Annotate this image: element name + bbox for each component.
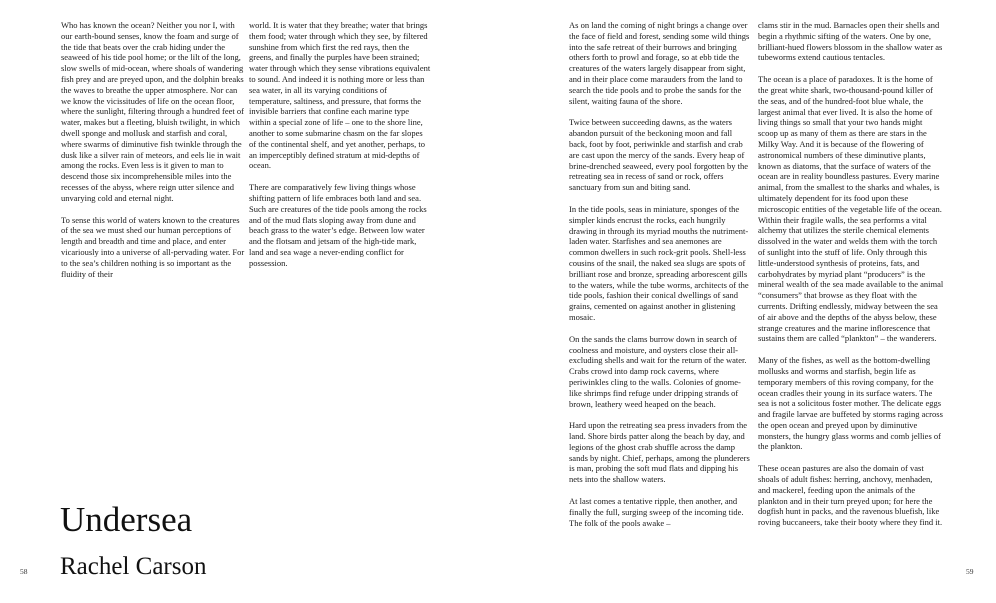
paragraph: Many of the fishes, as well as the bottom-dwelling mollusks and worms and starfish, begin life as temporary members of this roving company, for the ocean cradles their young in its surface waters. The sea is not a solicitous foster mother. The delicate eggs and fragile larvae are buffeted by storms raging across the open ocean and preyed upon by diminutive monsters, the hungry glass worms and comb jellies of the plankton. (758, 355, 943, 452)
author-name: Rachel Carson (60, 553, 207, 580)
paragraph: clams stir in the mud. Barnacles open their shells and begin a rhythmic sifting of the waters. One by one, brilliant-hued flowers blossom in the shallow water as tubeworms extend cautious tentacles. (758, 20, 943, 63)
right-column-1 (569, 20, 752, 539)
left-column-1 (61, 20, 245, 290)
paragraph: At last comes a tentative ripple, then another, and finally the full, surging sweep of the incoming tide. The folk of the pools awake – (569, 496, 744, 528)
paragraph: In the tide pools, seas in miniature, sponges of the simpler kinds encrust the rocks, each hungrily drawing in through its myriad mouths the nutriment-laden water. Starfishes and sea anemones are common dwellers in such rock-grit pools. Shell-less cousins of the snail, the naked sea slugs are spots of brilliant rose and bronze, spreading arborescent gills to the waters, while the tube worms, architects of the tide pools, fashion their conical dwellings of sand grains, cemented on against another in glistening mosaic. (569, 203, 749, 322)
paragraph: These ocean pastures are also the domain of vast shoals of adult fishes: herring, anchovy, menhaden, and mackerel, feeding upon the animals of the plankton and in their turn preyed upon; for here the dogfish hunt in packs, and the ravenous bluefish, like roving buccaneers, take their booty where they find it. (758, 463, 943, 528)
left-column-2 (249, 20, 431, 280)
article-title: Undersea (60, 500, 193, 539)
paragraph: As on land the coming of night brings a change over the face of field and forest, sending some wild things into the safe retreat of their burrows and bringing others forth to prowl and forage, so at ebb tide the creatures of the waters largely disappear from sight, and in their place come marauders from the land to search the tide pools and to probe the sands for the silent, waiting fauna of the shore. (569, 20, 750, 106)
paragraph: Twice between succeeding dawns, as the waters abandon pursuit of the beckoning moon and fall back, foot by foot, periwinkle and starfish and crab are cast upon the mercy of the sands. Every heap of brine-drenched seaweed, every pool forgotten by the retreating sea in recess of sand or rock, offers sanctuary from sun and biting sand. (569, 117, 748, 193)
page-number-right: 59 (966, 567, 974, 576)
paragraph: The ocean is a place of paradoxes. It is the home of the great white shark, two-thousand-pound killer of the seas, and of the hundred-foot blue whale, the largest animal that ever lived. It is also the home of living things so small that your two hands might scoop up as many of them as there are stars in the Milky Way. And it is because of the flowering of astronomical numbers of these diminutive plants, known as diatoms, that the surface of waters of the ocean are in reality boundless pastures. Every marine animal, from the smallest to the sharks and whales, is ultimately dependent for its food upon these microscopic entities of the vegetable life of the ocean. Within their fragile walls, the sea performs a vital alchemy that utilizes the sterile chemical elements dissolved in the water and welds them with the torch of sunlight into the stuff of life. Only through this little-understood synthesis of proteins, fats, and carbohydrates by myriad plant “producers” is the mineral wealth of the sea made available to the animal “consumers” that browse as they float with the currents. Drifting endlessly, midway between the sea of air above and the depths of the abyss below, these strange creatures and the marine inflorescence that sustains them are called “plankton” – the wanderers. (758, 74, 944, 344)
paragraph: Who has known the ocean? Neither you nor I, with our earth-bound senses, know the foam and surge of the tide that beats over the crab hiding under the seaweed of his tide pool home; or the lilt of the long, slow swells of mid-ocean, where shoals of wandering fish prey and are preyed upon, and the dolphin breaks the waves to breathe the upper atmosphere. Nor can we know the vicissitudes of life on the ocean floor, where the sunlight, filtering through a hundred feet of water, makes but a fleeting, bluish twilight, in which dwell sponge and mollusk and starfish and coral, where swarms of diminutive fish twinkle through the dusk like a silver rain of meteors, and eels lie in wait among the rocks. Even less is it given to man to descend those six incomprehensible miles into the recesses of the abyss, where reign utter silence and unvarying cold and eternal night. (61, 20, 244, 203)
paragraph: There are comparatively few living things whose shifting pattern of life embraces both land and sea. Such are creatures of the tide pools among the rocks and of the mud flats sloping away from dune and beach grass to the water’s edge. Between low water and the flotsam and jetsam of the high-tide mark, land and sea wage a never-ending conflict for possession. (249, 182, 427, 268)
paragraph: world. It is water that they breathe; water that brings them food; water through which they see, by filtered sunshine from which first the red rays, then the greens, and finally the purples have been strained; water through which they sense vibrations equivalent to sound. And indeed it is nothing more or less than sea water, in all its varying conditions of temperature, saltiness, and pressure, that forms the invisible barriers that confine each marine type within a special zone of life – one to the shore line, another to some submarine chasm on the far slopes of the continental shelf, and yet another, perhaps, to an imperceptibly defined stratum at mid-depths of ocean. (249, 20, 431, 171)
right-column-2 (758, 20, 944, 539)
paragraph: On the sands the clams burrow down in search of coolness and moisture, and oysters close their all-excluding shells and wait for the return of the water. Crabs crowd into damp rock caverns, where periwinkles cling to the walls. Colonies of gnome-like shrimps find refuge under dripping strands of brown, leathery weed heaped on the beach. (569, 333, 747, 409)
paragraph: To sense this world of waters known to the creatures of the sea we must shed our human perceptions of length and breadth and time and place, and enter vicariously into a universe of all-pervading water. For to the sea’s children nothing is so important as the fluidity of their (61, 214, 245, 279)
paragraph: Hard upon the retreating sea press invaders from the land. Shore birds patter along the beach by day, and legions of the ghost crab shuffle across the damp sands by night. Chief, perhaps, among the plunderers is man, probing the soft mud flats and dipping his nets into the shallow waters. (569, 420, 750, 485)
page-number-left: 58 (20, 567, 28, 576)
